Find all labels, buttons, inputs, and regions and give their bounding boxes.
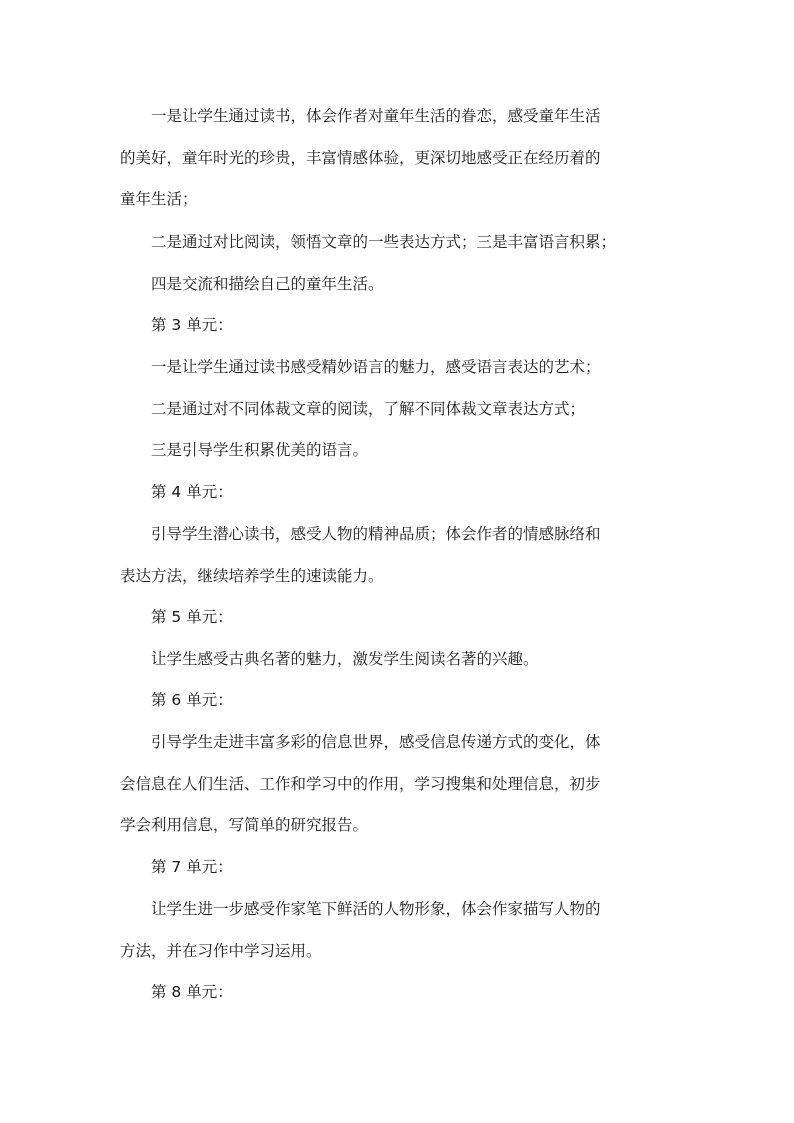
text-line: 第 6 单元： [151,691,233,709]
text-line: 第 8 单元： [151,983,233,1001]
text-line: 表达方法，继续培养学生的速读能力。 [120,566,384,585]
text-line: 第 3 单元： [151,316,233,334]
paragraph-unit6 [120,722,676,847]
heading-unit-5 [120,597,676,639]
text-line: 方法，并在习作中学习运用。 [120,941,322,960]
text-line: 童年生活； [120,190,198,209]
paragraph-goals-unit2-b [120,222,676,264]
text-line: 四是交流和描绘自己的童年生活。 [151,275,384,293]
text-line: 三是引导学生积累优美的语言。 [151,441,369,459]
paragraph-unit3-b [120,389,676,431]
text-line: 一是让学生通过读书，体会作者对童年生活的眷恋，感受童年生活 [151,107,601,125]
text-line: 让学生进一步感受作家笔下鲜活的人物形象，体会作家描写人物的 [151,900,601,918]
heading-unit-7 [120,847,676,889]
text-line: 二是通过对不同体裁文章的阅读，了解不同体裁文章表达方式； [151,400,586,418]
paragraph-unit5 [120,639,676,681]
heading-unit-3 [120,305,676,347]
text-line: 引导学生走进丰富多彩的信息世界，感受信息传递方式的变化，体 [151,733,601,751]
paragraph-unit7 [120,889,676,972]
heading-unit-6 [120,680,676,722]
paragraph-unit3-a [120,347,676,389]
text-line: 引导学生潜心读书，感受人物的精神品质；体会作者的情感脉络和 [151,525,601,543]
paragraph-unit4 [120,514,676,597]
text-line: 的美好，童年时光的珍贵，丰富情感体验，更深切地感受正在经历着的 [120,148,601,167]
text-line: 二是通过对比阅读，领悟文章的一些表达方式；三是丰富语言积累； [151,233,617,251]
text-line: 一是让学生通过读书感受精妙语言的魅力，感受语言表达的艺术； [151,358,601,376]
text-line: 让学生感受古典名著的魅力，激发学生阅读名著的兴趣。 [151,650,539,668]
paragraph-goals-unit2-c [120,264,676,306]
text-line: 第 4 单元： [151,483,233,501]
text-line: 学会利用信息，写简单的研究报告。 [120,816,369,835]
text-line: 第 7 单元： [151,858,233,876]
text-line: 会信息在人们生活、工作和学习中的作用，学习搜集和处理信息，初步 [120,774,601,793]
heading-unit-4 [120,472,676,514]
text-line: 第 5 单元： [151,608,233,626]
heading-unit-8 [120,972,676,1014]
paragraph-goals-unit2-a [120,96,676,221]
paragraph-unit3-c [120,430,676,472]
